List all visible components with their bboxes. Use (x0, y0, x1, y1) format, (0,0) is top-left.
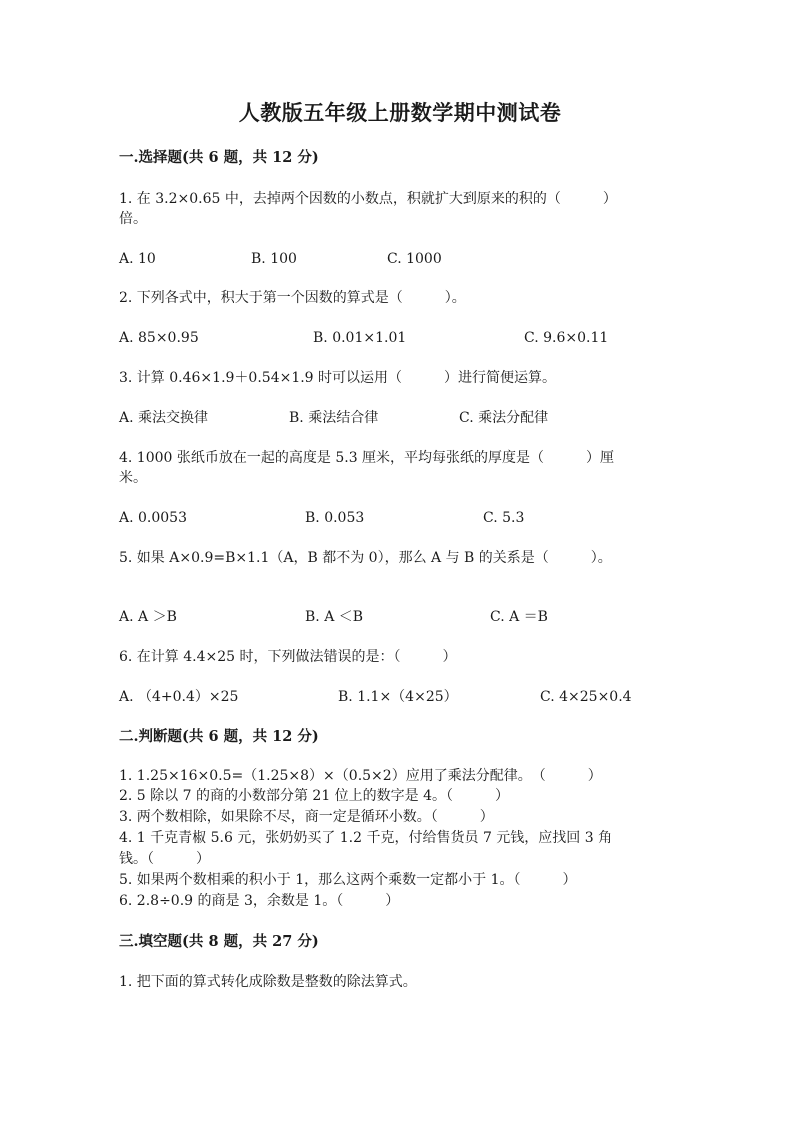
q2-option-b: B. 0.01×1.01 (313, 330, 407, 346)
q3-option-a: A. 乘法交换律 (119, 410, 209, 426)
section-heading-judge: 二.判断题(共 6 题，共 12 分) (119, 728, 319, 745)
q1-option-c: C. 1000 (387, 251, 442, 267)
q5-option-a: A. A ＞B (119, 609, 177, 625)
judge-line-6: 6. 2.8÷0.9 的商是 3，余数是 1。（ ） (119, 893, 400, 909)
question-2: 2. 下列各式中，积大于第一个因数的算式是（ ）。 (119, 290, 466, 306)
q5-option-b: B. A ＜B (305, 609, 364, 625)
q3-option-b: B. 乘法结合律 (289, 410, 379, 426)
fill-line-1: 1. 把下面的算式转化成除数是整数的除法算式。 (119, 974, 417, 990)
judge-line-4: 4. 1 千克青椒 5.6 元，张奶奶买了 1.2 千克，付给售货员 7 元钱，应找回 3 角 (119, 830, 613, 846)
q2-option-a: A. 85×0.95 (119, 330, 199, 346)
judge-line-2: 2. 5 除以 7 的商的小数部分第 21 位上的数字是 4。（ ） (119, 788, 510, 804)
q6-option-a: A. （4+0.4）×25 (119, 689, 239, 705)
question-4: 4. 1000 张纸币放在一起的高度是 5.3 厘米，平均每张纸的厚度是（ ）厘 (119, 450, 615, 466)
q3-option-c: C. 乘法分配律 (459, 410, 549, 426)
q2-option-c: C. 9.6×0.11 (524, 330, 609, 346)
question-1: 1. 在 3.2×0.65 中，去掉两个因数的小数点，积就扩大到原来的积的（ ） (119, 191, 617, 207)
judge-line-4-cont: 钱。（ ） (119, 851, 210, 867)
q1-option-b: B. 100 (251, 251, 297, 267)
q4-option-c: C. 5.3 (483, 510, 525, 526)
judge-line-1: 1. 1.25×16×0.5=（1.25×8）×（0.5×2）应用了乘法分配律。 （ ） (119, 768, 602, 784)
judge-line-5: 5. 如果两个数相乘的积小于 1，那么这两个乘数一定都小于 1。（ ） (119, 872, 577, 888)
q6-option-c: C. 4×25×0.4 (540, 689, 632, 705)
section-heading-fill: 三.填空题(共 8 题，共 27 分) (119, 933, 319, 950)
q4-option-b: B. 0.053 (305, 510, 365, 526)
q1-option-a: A. 10 (119, 251, 156, 267)
question-5: 5. 如果 A×0.9=B×1.1（A，B 都不为 0），那么 A 与 B 的关系是（ ）。 (119, 550, 612, 566)
question-1-cont: 倍。 (119, 211, 147, 227)
q4-option-a: A. 0.0053 (119, 510, 187, 526)
question-6: 6. 在计算 4.4×25 时，下列做法错误的是：（ ） (119, 649, 457, 665)
question-3: 3. 计算 0.46×1.9＋0.54×1.9 时可以运用（ ）进行简便运算。 (119, 370, 557, 386)
q6-option-b: B. 1.1×（4×25） (338, 689, 458, 705)
q5-option-c: C. A ＝B (490, 609, 548, 625)
question-4-cont: 米。 (119, 470, 147, 486)
section-heading-choice: 一.选择题(共 6 题，共 12 分) (119, 149, 319, 166)
judge-line-3: 3. 两个数相除，如果除不尽，商一定是循环小数。（ ） (119, 809, 494, 825)
page-title: 人教版五年级上册数学期中测试卷 (238, 100, 562, 125)
